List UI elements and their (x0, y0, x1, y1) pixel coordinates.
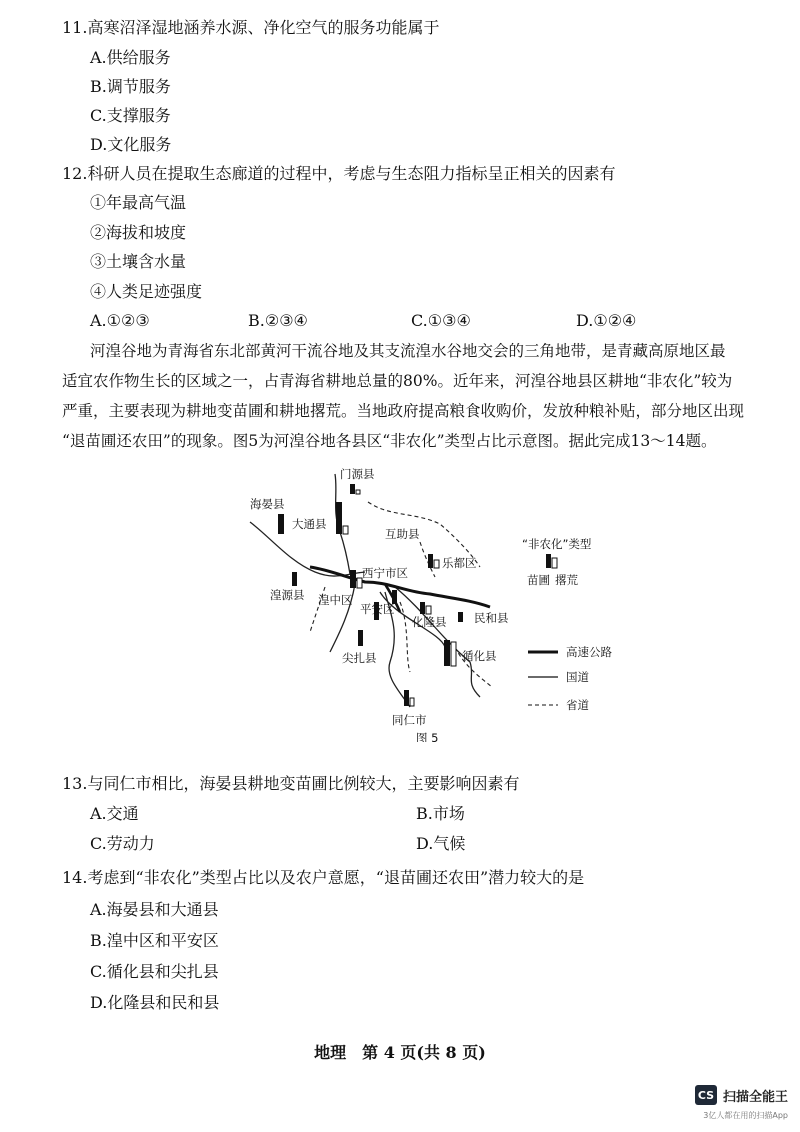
q14-option-d: D.化隆县和民和县 (90, 993, 220, 1012)
q13-option-b: B.市场 (416, 804, 465, 823)
label-huzhu: 互助县 (385, 527, 420, 541)
q13-stem: 13.与同仁市相比，海晏县耕地变苗圃比例较大，主要影响因素有 (62, 774, 520, 793)
q12-option-c: C.①③④ (411, 311, 471, 330)
label-jianzha: 尖扎县 (342, 651, 377, 665)
bars-menyuan (350, 484, 360, 494)
q14-stem: 14.考虑到“非农化”类型占比以及农户意愿，“退苗圃还农田”潜力较大的是 (62, 868, 585, 887)
legend-nursery: 苗圃 (527, 573, 550, 587)
passage-line-3: 严重，主要表现为耕地变苗圃和耕地撂荒。当地政府提高粮食收购价，发放种粮补贴，部分地区出现 (62, 402, 745, 420)
legend-abandoned-swatch (552, 558, 557, 568)
label-datong: 大通县 (292, 517, 327, 531)
q12-option-d: D.①②④ (576, 311, 637, 330)
scanner-tagline: 3亿人都在用的扫描App (703, 1111, 788, 1120)
label-huangyuan: 湟源县 (270, 588, 305, 602)
q14-option-a: A.海晏县和大通县 (90, 900, 219, 919)
q12-option-a: A.①②③ (90, 311, 150, 330)
label-xunhua: 循化县 (462, 649, 497, 663)
legend-expressway: 高速公路 (566, 645, 612, 659)
label-menyuan: 门源县 (340, 467, 375, 481)
q12-stem: 12.科研人员在提取生态廊道的过程中，考虑与生态阻力指标呈正相关的因素有 (62, 164, 616, 183)
q11-option-d: D.文化服务 (90, 135, 172, 154)
q13-option-d: D.气候 (416, 834, 466, 853)
q11-option-a: A.供给服务 (90, 48, 171, 67)
legend-national: 国道 (566, 670, 589, 684)
figure-5-map (240, 462, 640, 742)
scanner-watermark (695, 1085, 788, 1105)
q12-item-4: ④人类足迹强度 (90, 282, 203, 301)
q12-item-3: ③土壤含水量 (90, 252, 187, 271)
label-huangzhong: 湟中区 (318, 593, 353, 607)
label-haiyan: 海晏县 (250, 497, 285, 511)
q14-option-b: B.湟中区和平安区 (90, 931, 219, 950)
bars-huangyuan (292, 572, 297, 586)
legend-title: “非农化”类型 (522, 537, 592, 551)
bars-hualong (420, 602, 431, 614)
cs-logo-icon: CS (695, 1085, 717, 1105)
scanner-app-name: 扫描全能王 (722, 1089, 788, 1105)
national-road (395, 587, 480, 697)
q12-option-b: B.②③④ (248, 311, 308, 330)
q13-option-c: C.劳动力 (90, 834, 155, 853)
q11-option-c: C.支撑服务 (90, 106, 171, 125)
label-hualong: 化隆县 (412, 615, 447, 629)
passage-line-4: “退苗圃还农田”的现象。图5为河湟谷地各县区“非农化”类型占比示意图。据此完成13～14题。 (62, 432, 717, 450)
figure-caption: 图 5 (416, 731, 439, 742)
q11-stem: 11.高寒沼泽湿地涵养水源、净化空气的服务功能属于 (62, 18, 440, 37)
bars-haiyan (278, 514, 284, 534)
bars-ledu (428, 554, 439, 568)
legend-nursery-swatch (546, 554, 551, 568)
page-footer: 地理 第 4 页(共 8 页) (314, 1043, 486, 1062)
legend-provincial: 省道 (566, 698, 589, 712)
passage-line-1: 河湟谷地为青海省东北部黄河干流谷地及其支流湟水谷地交会的三角地带，是青藏高原地区最 (90, 342, 726, 360)
bars-jianzha (358, 630, 363, 646)
bars-tongren (404, 690, 414, 706)
q11-option-b: B.调节服务 (90, 77, 171, 96)
label-minhe: 民和县 (474, 611, 509, 625)
q12-item-1: ①年最高气温 (90, 193, 187, 212)
provincial-road (400, 602, 410, 672)
bars-minhe (458, 612, 463, 622)
label-ledu: 乐都区 (442, 556, 477, 570)
label-pingan: 平安区 (360, 602, 395, 616)
bars-xunhua (444, 640, 456, 666)
label-xining: 西宁市区 (362, 566, 408, 580)
passage-line-2: 适宜农作物生长的区域之一，占青海省耕地总量的80%。近年来，河湟谷地县区耕地“非农化”较为 (62, 372, 733, 390)
label-tongren: 同仁市 (392, 713, 427, 727)
legend-abandoned: 撂荒 (555, 573, 578, 587)
q13-option-a: A.交通 (90, 804, 139, 823)
bars-datong (336, 502, 348, 534)
q14-option-c: C.循化县和尖扎县 (90, 962, 219, 981)
q12-item-2: ②海拔和坡度 (90, 223, 187, 242)
